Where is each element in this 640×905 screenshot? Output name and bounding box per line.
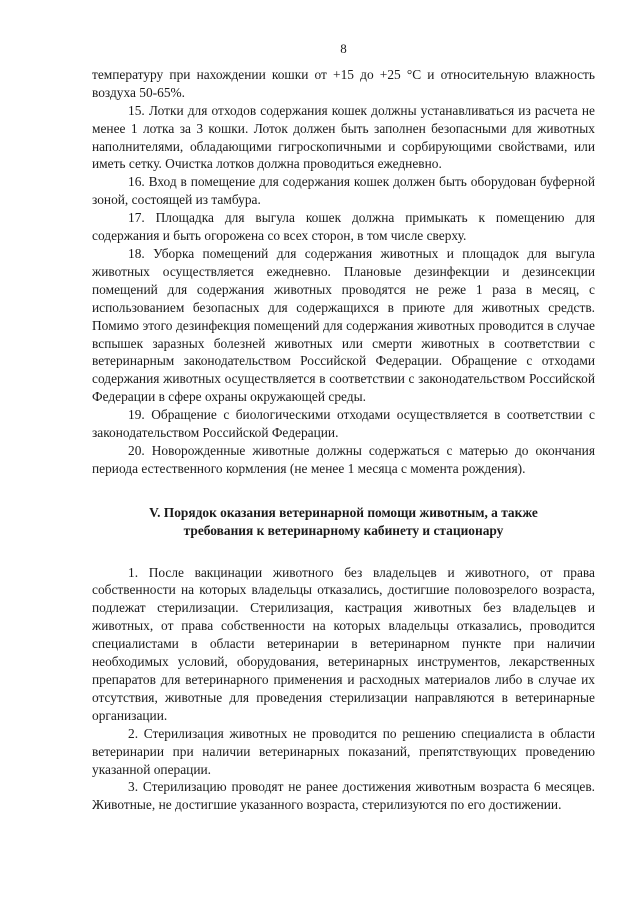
paragraph-15: 15. Лотки для отходов содержания кошек должны устанавливаться из расчета не менее 1 лотка за 3 кошки. Лоток должен быть заполнен безопасными для животных наполнителями, обладающими гигроскопичными и сорбирующими свойствами, или иметь сетку. Очистка лотков должна проводиться ежедневно.	[92, 102, 595, 172]
paragraph-19: 19. Обращение с биологическими отходами осуществляется в соответствии с законодательством Российской Федерации.	[92, 407, 595, 441]
paragraph-16: 16. Вход в помещение для содержания кошек должен быть оборудован буферной зоной, состоящей из тамбура.	[92, 174, 595, 208]
paragraph-18: 18. Уборка помещений для содержания животных и площадок для выгула животных осуществляется ежедневно. Плановые дезинфекции и дезинсекции помещений для содержания животных проводятся не реже 1 раза в месяц, с использованием безопасных для содержащихся в приюте для животных средств. Помимо этого дезинфекция помещений для содержания животных проводится в случае вспышек заразных болезней животных или смерти животных в соответствии с ветеринарным законодательством Российской Федерации. Обращение с отходами содержания животных осуществляется в соответствии с законодательством Российской Федерации в сфере охраны окружающей среды.	[92, 245, 595, 405]
paragraph-20: 20. Новорожденные животные должны содержаться с матерью до окончания периода естественного кормления (не менее 1 месяца с момента рождения).	[92, 442, 595, 476]
document-page	[92, 40, 595, 814]
page-number: 8	[340, 41, 347, 56]
section-paragraph-3: 3. Стерилизацию проводят не ранее достижения животным возраста 6 месяцев. Животные, не достигшие указанного возраста, стерилизуются по его достижении.	[92, 779, 595, 813]
section-title	[92, 504, 595, 540]
section-title-line-1: V. Порядок оказания ветеринарной помощи животным, а также	[149, 504, 538, 520]
section-paragraph-2: 2. Стерилизация животных не проводится по решению специалиста в области ветеринарии при наличии ветеринарных показаний, препятствующих проведению указанной операции.	[92, 725, 595, 777]
section-title-line-2: требования к ветеринарному кабинету и стационару	[183, 522, 504, 538]
paragraph-continuation: температуру при нахождении кошки от +15 до +25 °С и относительную влажность воздуха 50-65%.	[92, 66, 595, 100]
paragraph-17: 17. Площадка для выгула кошек должна примыкать к помещению для содержания и быть огорожена со всех сторон, в том числе сверху.	[92, 210, 595, 244]
section-paragraph-1: 1. После вакцинации животного без владельцев и животного, от права собственности на которых владельцы отказались, достигшие половозрелого возраста, подлежат стерилизации. Стерилизация, кастрация животных без владельцев и животных, от права собственности на которых владельцы отказались, проводится специалистами в области ветеринарии в ветеринарном пункте при наличии необходимых условий, оборудования, ветеринарных инструментов, лекарственных препаратов для ветеринарного применения и расходных материалов либо в случае их отсутствия, животные для проведения стерилизации направляются в ветеринарные организации.	[92, 564, 595, 723]
